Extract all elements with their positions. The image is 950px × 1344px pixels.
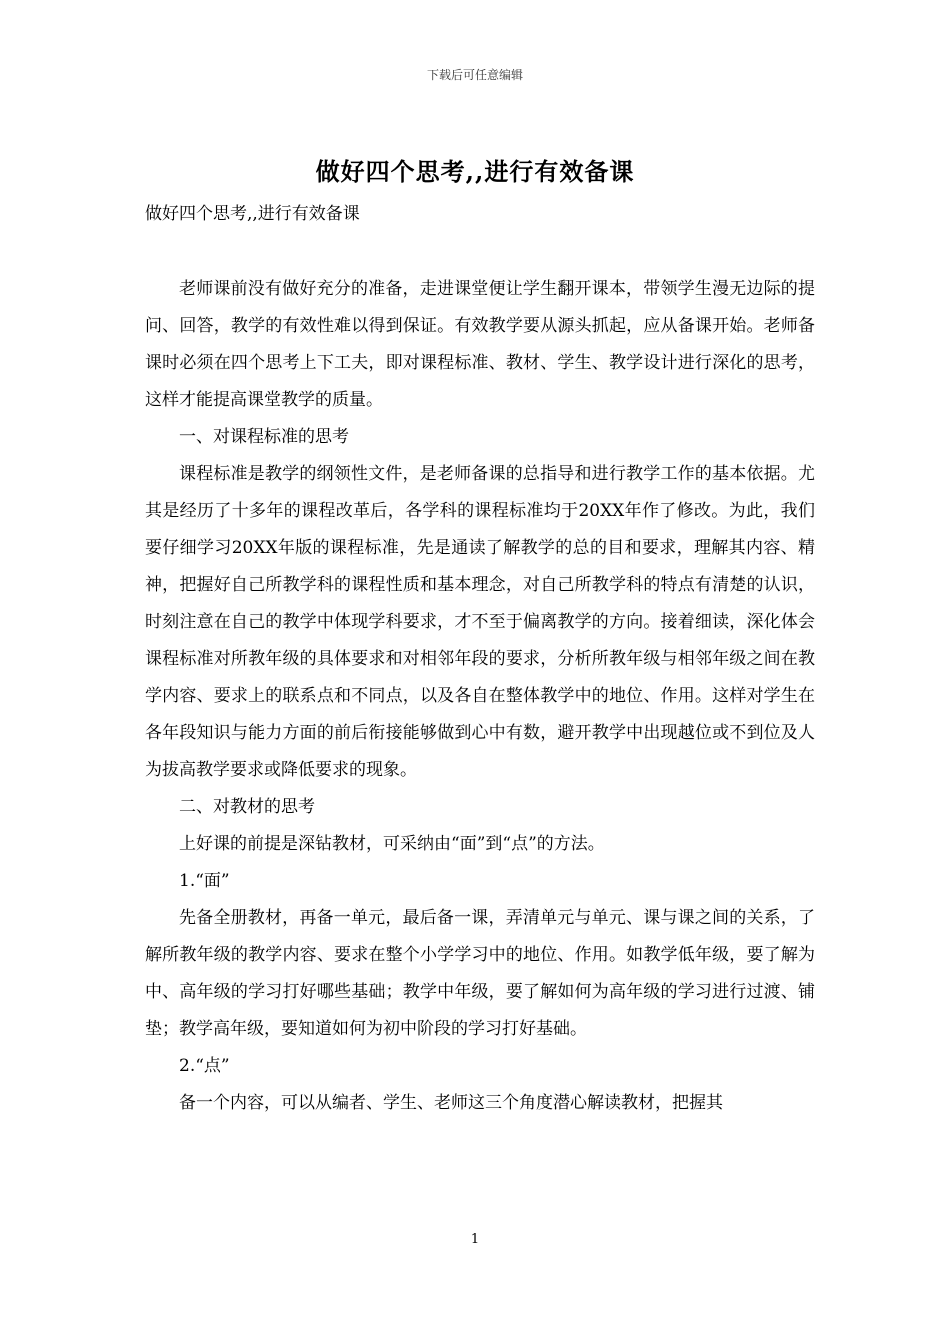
- subheading-point: 2.“点”: [179, 1056, 230, 1076]
- section-heading-curriculum-standard: 一、对课程标准的思考: [179, 427, 349, 447]
- surface-paragraph: 先备全册教材，再备一单元，最后备一课，弄清单元与单元、课与课之间的关系，了解所教年级的教学内容、要求在整个小学学习中的地位、作用。如教学低年级，要了解为中、高年级的学习打好哪些基础；教学中年级，要了解如何为高年级的学习进行过渡、铺垫；教学高年级，要知道如何为初中阶段的学习打好基础。: [145, 908, 815, 1039]
- document-body: [145, 271, 815, 1122]
- page-number: 1: [470, 1232, 480, 1247]
- subheading-surface: 1.“面”: [179, 871, 230, 891]
- textbook-intro-paragraph: 上好课的前提是深钻教材，可采纳由“面”到“点”的方法。: [179, 834, 605, 854]
- document-title: 做好四个思考,,进行有效备课: [315, 157, 635, 186]
- point-paragraph: 备一个内容，可以从编者、学生、老师这三个角度潜心解读教材，把握其: [179, 1093, 723, 1113]
- curriculum-standard-paragraph: 课程标准是教学的纲领性文件，是老师备课的总指导和进行教学工作的基本依据。尤其是经历了十多年的课程改革后，各学科的课程标准均于20XX年作了修改。为此，我们要仔细学习20XX年版的课程标准，先是通读了解教学的总的目和要求，理解其内容、精神，把握好自己所教学科的课程性质和基本理念，对自己所教学科的特点有清楚的认识，时刻注意在自己的教学中体现学科要求，才不至于偏离教学的方向。接着细读，深化体会课程标准对所教年级的具体要求和对相邻年段的要求，分析所教年级与相邻年级之间在教学内容、要求上的联系点和不同点，以及各自在整体教学中的地位、作用。这样对学生在各年段知识与能力方面的前后衔接能够做到心中有数，避开教学中出现越位或不到位及人为拔高教学要求或降低要求的现象。: [145, 464, 815, 780]
- page-header-note: 下载后可任意编辑: [426, 68, 523, 82]
- document-subtitle: 做好四个思考,,进行有效备课: [145, 204, 360, 224]
- section-heading-textbook: 二、对教材的思考: [179, 797, 315, 817]
- intro-paragraph: 老师课前没有做好充分的准备，走进课堂便让学生翻开课本，带领学生漫无边际的提问、回答，教学的有效性难以得到保证。有效教学要从源头抓起，应从备课开始。老师备课时必须在四个思考上下工夫，即对课程标准、教材、学生、教学设计进行深化的思考，这样才能提高课堂教学的质量。: [145, 279, 815, 410]
